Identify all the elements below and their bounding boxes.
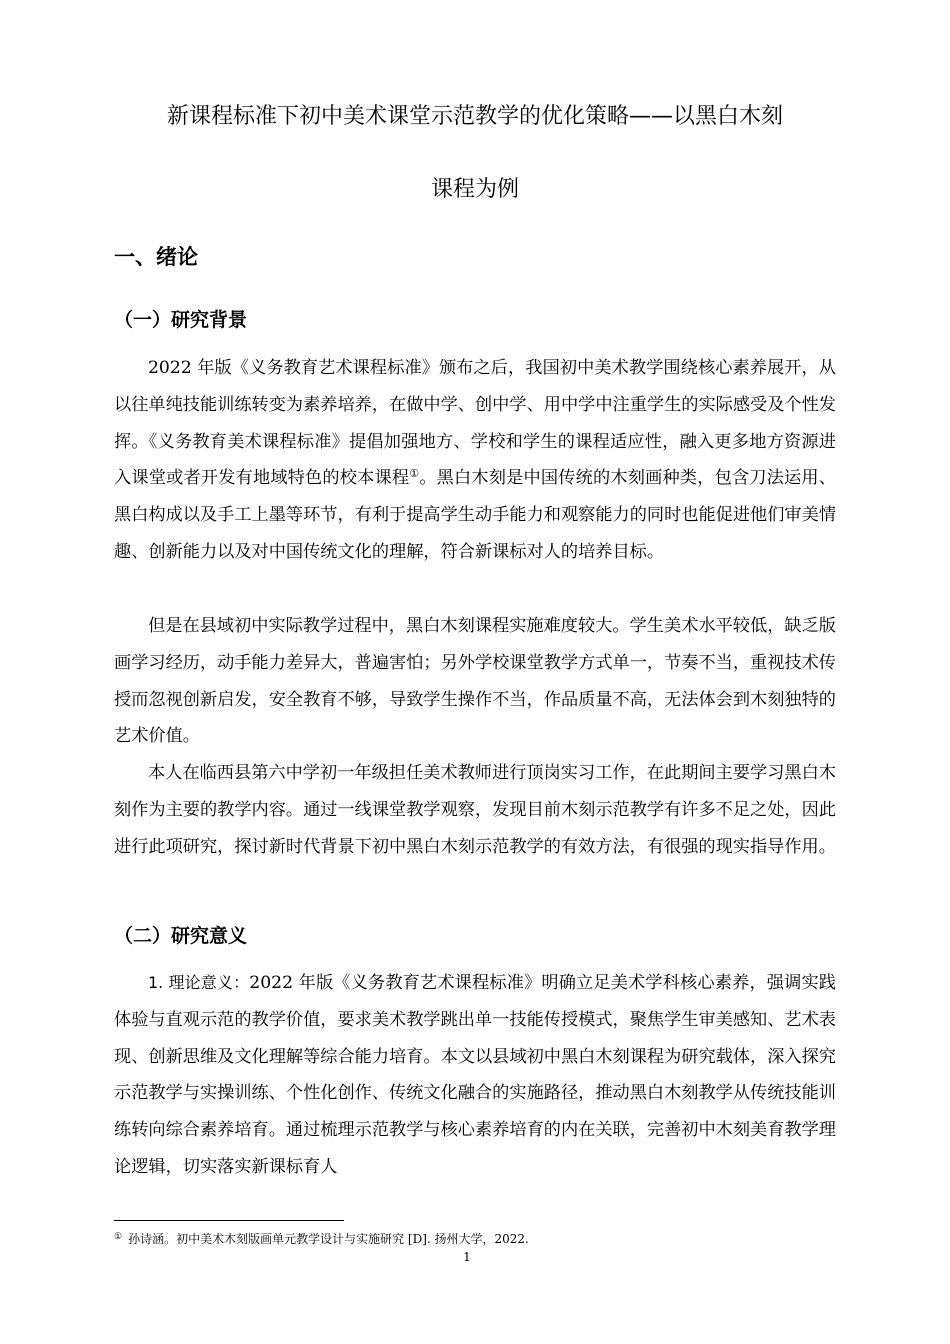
paragraph-background-2: 但是在县域初中实际教学过程中，黑白木刻课程实施难度较大。学生美术水平较低，缺乏版画学习经历，动手能力差异大，普遍害怕；另外学校课堂教学方式单一，节奏不当，重视技术传授而忽视创新启发，安全教育不够，导致学生操作不当，作品质量不高，无法体会到木刻独特的艺术价值。 bbox=[114, 616, 836, 747]
footnote-divider bbox=[114, 1220, 344, 1221]
footnote-reference-mark: ① bbox=[409, 467, 420, 481]
section-heading-introduction: 一、绪论 bbox=[114, 245, 198, 269]
subsection-heading-background: （一）研究背景 bbox=[114, 309, 248, 331]
footnote-text: 孙诗涵。初中美术木刻版画单元教学设计与实施研究 [D]. 扬州大学，2022. bbox=[128, 1232, 529, 1246]
document-title-line-2: 课程为例 bbox=[430, 177, 519, 202]
paragraph-theoretical-body: 2022 年版《义务教育艺术课程标准》明确立足美术学科核心素养，强调实践体验与直观示范的教学价值，要求美术教学跳出单一技能传授模式，聚焦学生审美感知、艺术表现、创新思维及文化理解等综合能力培育。本文以县域初中黑白木刻课程为研究载体，深入探究示范教学与实操训练、个性化创作、传统文化融合的实施路径，推动黑白木刻教学从传统技能训练转向综合素养培育。通过梳理示范教学与核心素养培育的内在关联，完善初中木刻美育教学理论逻辑，切实落实新课标育人 bbox=[114, 973, 836, 1177]
paragraph-background-1-part2: 。黑白木刻是中国传统的木刻画种类，包含刀法运用、黑白构成以及手工上墨等环节，有利于提高学生动手能力和观察能力的同时也能促进他们审美情趣、创新能力以及对中国传统文化的理解，符合新课标对人的培养目标。 bbox=[114, 468, 836, 562]
document-title-line-1: 新课程标准下初中美术课堂示范教学的优化策略——以黑白木刻 bbox=[166, 104, 783, 129]
page-number: 1 bbox=[463, 1250, 471, 1264]
paragraph-lead-label: 1. 理论意义： bbox=[148, 973, 250, 992]
subsection-heading-significance: （二）研究意义 bbox=[114, 925, 248, 947]
paragraph-theoretical-significance bbox=[114, 965, 836, 1186]
footnote-mark: ① bbox=[114, 1232, 123, 1242]
paragraph-background-3: 本人在临西县第六中学初一年级担任美术教师进行顶岗实习工作，在此期间主要学习黑白木刻作为主要的教学内容。通过一线课堂教学观察，发现目前木刻示范教学有许多不足之处，因此进行此项研究，探讨新时代背景下初中黑白木刻示范教学的有效方法，有很强的现实指导作用。 bbox=[114, 763, 836, 857]
footnote bbox=[114, 1228, 529, 1248]
paragraph-background-1-part1: 2022 年版《义务教育艺术课程标准》颁布之后，我国初中美术教学围绕核心素养展开，从以往单纯技能训练转变为素养培养，在做中学、创中学、用中学中注重学生的实际感受及个性发挥。《义务教育美术课程标准》提倡加强地方、学校和学生的课程适应性，融入更多地方资源进入课堂或者开发有地域特色的校本课程 bbox=[114, 358, 836, 489]
paragraph-background-1 bbox=[114, 350, 836, 571]
